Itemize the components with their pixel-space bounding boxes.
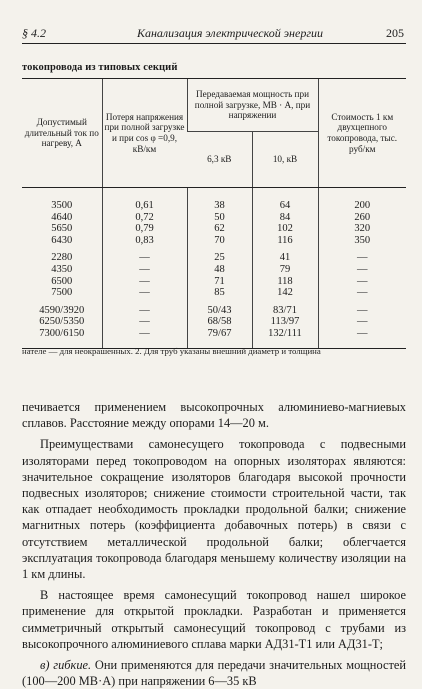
cell-power-10kv: 64: [252, 200, 318, 212]
paragraph-3: В настоящее время самонесущий токопровод нашел широкое применение для открытой прокладки. Разработан и применяется симметричный открытый самонесущий токопровод с трубами из высокопрочного алюминиевого сплава марки АД31-Т1 или АД31-Т;: [22, 588, 406, 651]
cell-power-10kv: 84: [252, 212, 318, 224]
paragraph-1: печивается применением высокопрочных алюминиево-магниевых сплавов. Расстояние между опорами 14—20 м.: [22, 400, 406, 431]
cell-cost: —: [318, 305, 406, 317]
cell-power-6-3kv: 68/58: [187, 316, 252, 328]
cell-cost: 320: [318, 223, 406, 235]
page-number: 205: [386, 26, 404, 40]
cell-voltage-loss: 0,61: [102, 200, 187, 212]
cell-power-10kv: 79: [252, 264, 318, 276]
table-row: [22, 276, 406, 288]
running-title: Канализация электрической энергии: [137, 26, 324, 40]
table-row: [22, 287, 406, 299]
cell-voltage-loss: —: [102, 305, 187, 317]
cell-voltage-loss: 0,79: [102, 223, 187, 235]
body-text: [22, 399, 406, 689]
table-footnote: нателе — для неокрашенных. 2. Для труб указаны внешний диаметр и толщина: [22, 346, 321, 356]
table-row: [22, 252, 406, 264]
cell-power-10kv: 142: [252, 287, 318, 299]
cell-voltage-loss: —: [102, 276, 187, 288]
cell-power-6-3kv: 85: [187, 287, 252, 299]
cell-cost: —: [318, 316, 406, 328]
cell-power-10kv: 102: [252, 223, 318, 235]
table-row: [22, 328, 406, 340]
cell-current: 5650: [51, 223, 73, 235]
cell-cost: —: [318, 287, 406, 299]
header-rule: [22, 43, 406, 44]
paragraph-2: Преимуществами самонесущего токопровода с подвесными изоляторами перед токопроводом на опорных изоляторах являются: значительное сокращение изоляторов благодаря высокой прочности подвесных изоляторов; снижение стоимости строительной части, так как отпадает необходимость прокладки продольной балки; снижение магнитных потерь (коэффициента добавочных потерь) в связи с отсутствием металлической продольной балки; облегчается эксплуатация токопровода благодаря меньшему количеству изоляции на 1 км длины.: [22, 437, 406, 582]
paragraph-4: [22, 657, 406, 689]
table-body: [22, 188, 406, 349]
cell-current: 7500: [51, 287, 73, 299]
cell-cost: —: [318, 276, 406, 288]
header-10kv: 10, кВ: [252, 132, 318, 188]
table-caption: токопровода из типовых секций: [22, 62, 178, 73]
table-row: [22, 264, 406, 276]
cell-voltage-loss: 0,83: [102, 235, 187, 247]
cell-voltage-loss: 0,72: [102, 212, 187, 224]
cell-current: 4640: [51, 211, 73, 223]
cell-power-10kv: 132/111: [252, 328, 318, 340]
cell-voltage-loss: —: [102, 252, 187, 264]
table-row: [22, 200, 406, 212]
cell-cost: —: [318, 328, 406, 340]
cell-cost: 350: [318, 235, 406, 247]
cell-power-10kv: 113/97: [252, 316, 318, 328]
cell-power-6-3kv: 25: [187, 252, 252, 264]
cell-voltage-loss: —: [102, 287, 187, 299]
header-6-3kv: 6,3 кВ: [187, 132, 252, 188]
table-row: [22, 235, 406, 247]
cell-voltage-loss: —: [102, 264, 187, 276]
cell-current: 6430: [51, 234, 73, 246]
cell-power-10kv: 83/71: [252, 305, 318, 317]
cell-current: 4350: [51, 263, 73, 275]
header-cost: Стоимость 1 км двухцепного токопровода, тыс. руб/км: [318, 79, 406, 188]
cell-current: 4590/3920: [39, 304, 85, 316]
cell-power-10kv: 118: [252, 276, 318, 288]
cell-current: 7300/6150: [39, 327, 85, 339]
cell-power-10kv: 116: [252, 235, 318, 247]
cell-power-6-3kv: 79/67: [187, 328, 252, 340]
cell-cost: 260: [318, 212, 406, 224]
cell-power-6-3kv: 70: [187, 235, 252, 247]
table-row: [22, 316, 406, 328]
cell-cost: —: [318, 252, 406, 264]
cell-power-6-3kv: 71: [187, 276, 252, 288]
cell-power-10kv: 41: [252, 252, 318, 264]
header-voltage-loss: Потеря напряжения при полной загрузке и при cos φ =0,9, кВ/км: [102, 79, 187, 188]
paragraph-4-label: в) гибкие.: [40, 658, 92, 673]
table-row: [22, 305, 406, 317]
table-row: [22, 223, 406, 235]
header-current: Допустимый длительный ток по нагреву, А: [22, 79, 102, 188]
cell-power-6-3kv: 62: [187, 223, 252, 235]
header-power: Передаваемая мощность при полной загрузке, МВ · А, при напряжении: [187, 79, 318, 132]
cell-voltage-loss: —: [102, 328, 187, 340]
cell-current: 6500: [51, 275, 73, 287]
cell-power-6-3kv: 50/43: [187, 305, 252, 317]
paragraph-4-text: Они применяются для передачи значительных мощностей (100—200 МВ·А) при напряжении 6—35 кВ: [22, 658, 406, 689]
data-table: [22, 78, 406, 349]
cell-power-6-3kv: 50: [187, 212, 252, 224]
cell-power-6-3kv: 48: [187, 264, 252, 276]
cell-cost: —: [318, 264, 406, 276]
cell-voltage-loss: —: [102, 316, 187, 328]
cell-cost: 200: [318, 200, 406, 212]
page-header: [22, 26, 404, 42]
table-spacer: [22, 188, 406, 201]
cell-current: 3500: [51, 200, 73, 211]
section-number: § 4.2: [22, 26, 46, 40]
cell-current: 2280: [51, 252, 73, 264]
cell-power-6-3kv: 38: [187, 200, 252, 212]
table-row: [22, 212, 406, 224]
cell-current: 6250/5350: [39, 316, 85, 328]
